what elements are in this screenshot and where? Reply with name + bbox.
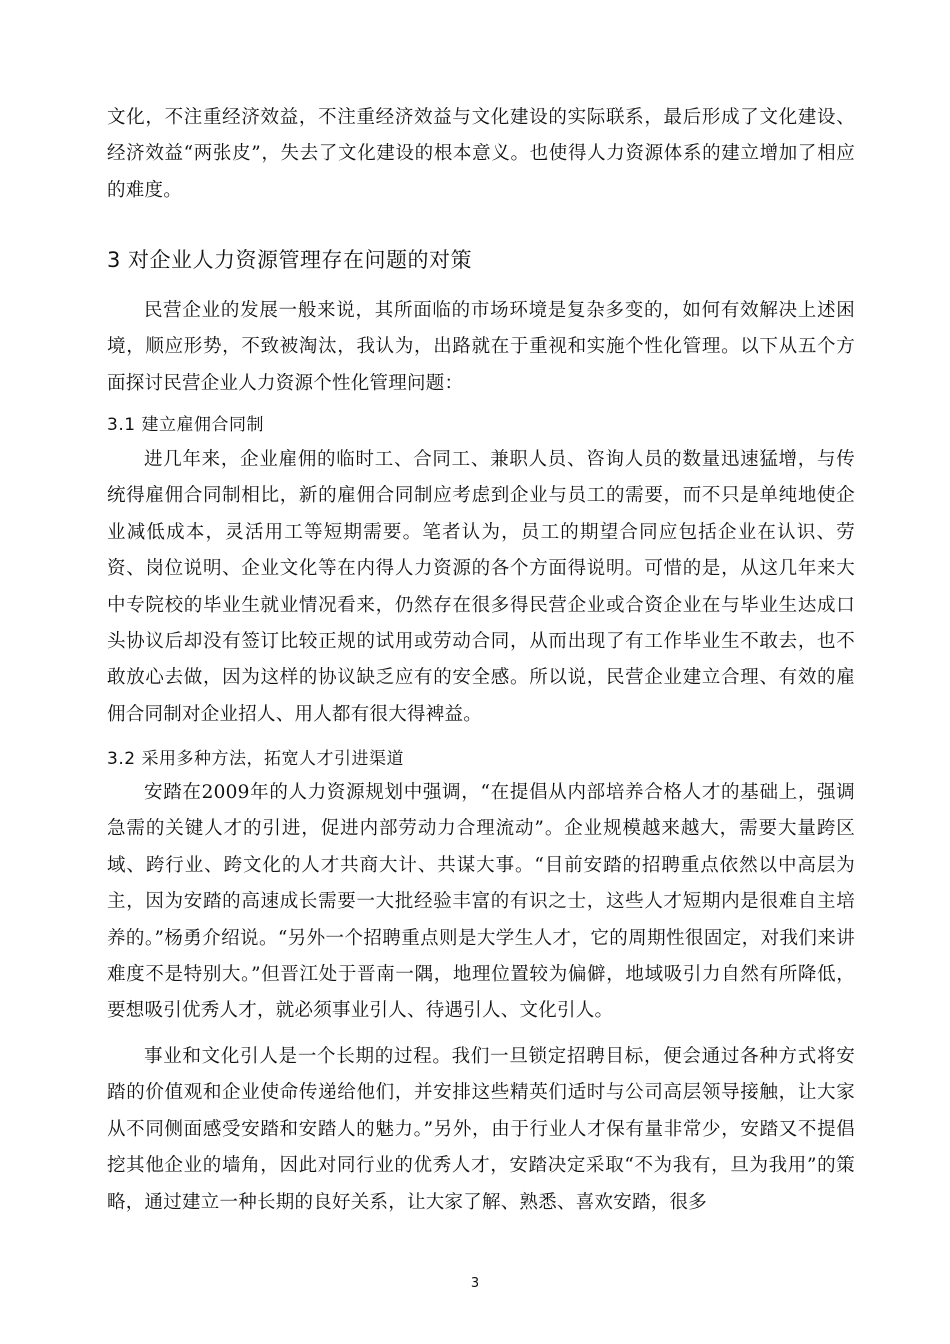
body-paragraph-talent-recruitment: 安踏在2009年的人力资源规划中强调，“在提倡从内部培养合格人才的基础上，强调急需的关键人才的引进，促进内部劳动力合理流动”。企业规模越来越大，需要大量跨区域、跨行业、跨文化的人才共商大计、共谋大事。“目前安踏的招聘重点依然以中高层为主，因为安踏的高速成长需要一大批经验丰富的有识之士，这些人才短期内是很难自主培养的。”杨勇介绍说。“另外一个招聘重点则是大学生人才，它的周期性很固定，对我们来讲难度不是特别大。”但晋江处于晋南一隅，地理位置较为偏僻，地域吸引力自然有所降低，要想吸引优秀人才，就必须事业引人、待遇引人、文化引人。 <box>107 782 855 1022</box>
page-number: 3 <box>470 1276 480 1291</box>
body-paragraph-continued: 文化，不注重经济效益，不注重经济效益与文化建设的实际联系，最后形成了文化建设、经济效益“两张皮”，失去了文化建设的根本意义。也使得人力资源体系的建立增加了相应的难度。 <box>107 107 855 201</box>
subsection-heading-3-1: 3.1 建立雇佣合同制 <box>107 415 264 435</box>
body-paragraph-employment-contract: 进几年来，企业雇佣的临时工、合同工、兼职人员、咨询人员的数量迅速猛增，与传统得雇佣合同制相比，新的雇佣合同制应考虑到企业与员工的需要，而不只是单纯地使企业减低成本，灵活用工等短期需要。笔者认为，员工的期望合同应包括企业在认识、劳资、岗位说明、企业文化等在内得人力资源的各个方面得说明。可惜的是，从这几年来大中专院校的毕业生就业情况看来，仍然存在很多得民营企业或合资企业在与毕业生达成口头协议后却没有签订比较正规的试用或劳动合同，从而出现了有工作毕业生不敢去，也不敢放心去做，因为这样的协议缺乏应有的安全感。所以说，民营企业建立合理、有效的雇佣合同制对企业招人、用人都有很大得裨益。 <box>107 449 855 725</box>
subsection-heading-3-2: 3.2 采用多种方法，拓宽人才引进渠道 <box>107 749 404 769</box>
body-paragraph-culture-attraction: 事业和文化引人是一个长期的过程。我们一旦锁定招聘目标，便会通过各种方式将安踏的价值观和企业使命传递给他们，并安排这些精英们适时与公司高层领导接触，让大家从不同侧面感受安踏和安踏人的魅力。”另外，由于行业人才保有量非常少，安踏又不提倡挖其他企业的墙角，因此对同行业的优秀人才，安踏决定采取“不为我有，旦为我用”的策略，通过建立一种长期的良好关系，让大家了解、熟悉、喜欢安踏，很多 <box>107 1046 855 1213</box>
body-paragraph-intro: 民营企业的发展一般来说，其所面临的市场环境是复杂多变的，如何有效解决上述困境，顺应形势，不致被淘汰，我认为，出路就在于重视和实施个性化管理。以下从五个方面探讨民营企业人力资源个性化管理问题： <box>107 300 855 394</box>
section-heading-3: 3 对企业人力资源管理存在问题的对策 <box>107 248 473 272</box>
